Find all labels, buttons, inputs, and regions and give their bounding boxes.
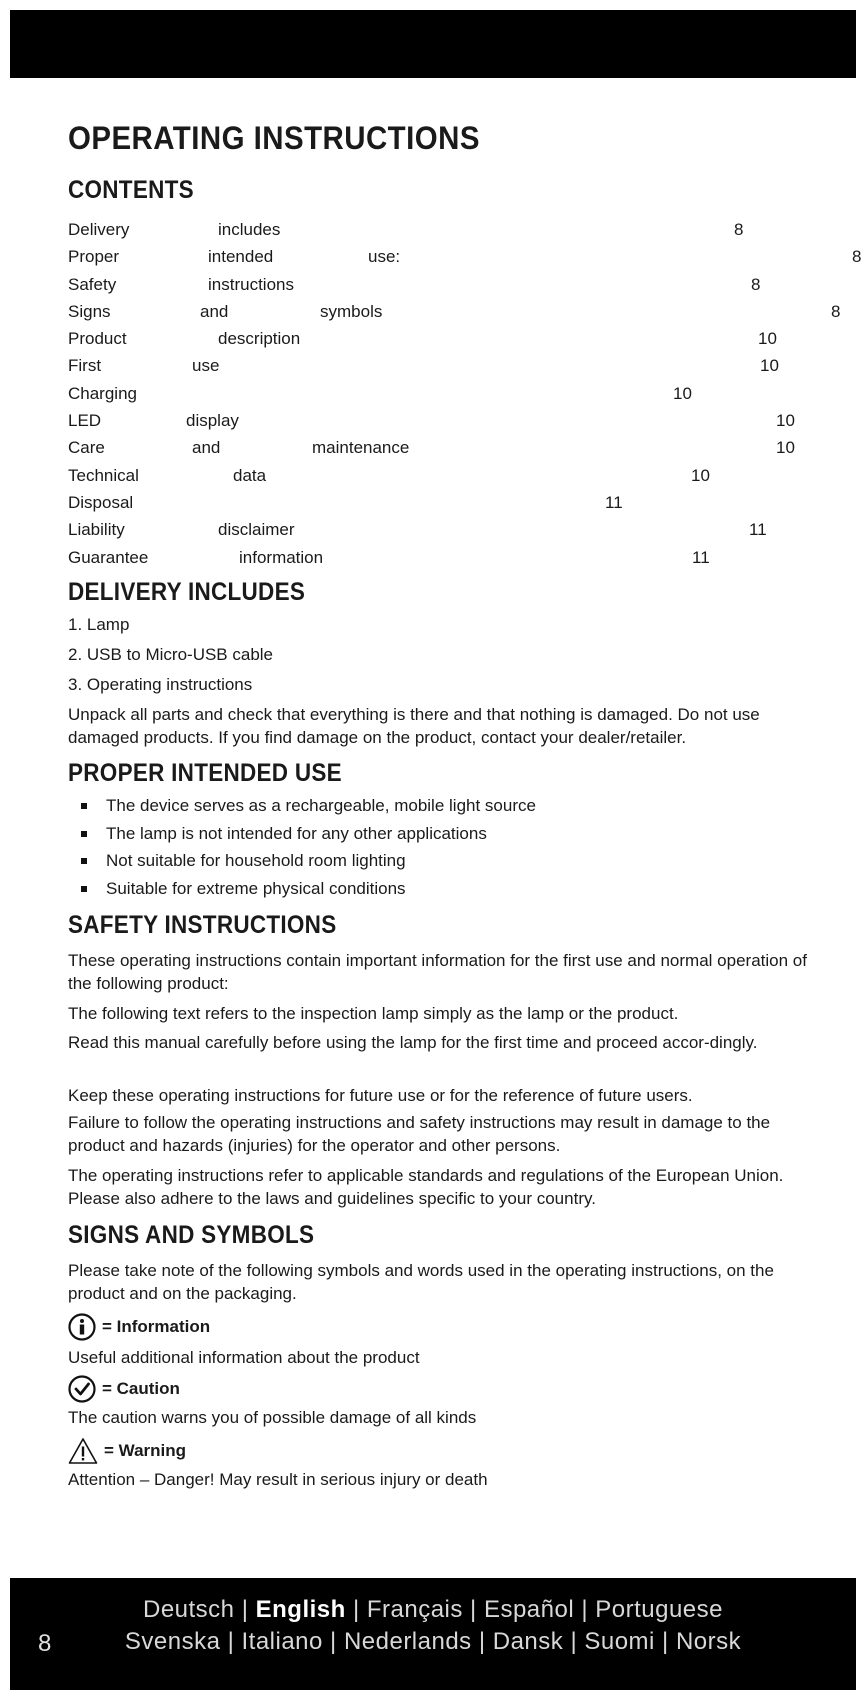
toc-cell: Delivery <box>68 220 130 239</box>
info-text: Useful additional information about the product <box>68 1348 420 1367</box>
toc-row <box>68 352 858 379</box>
toc-cell: includes <box>218 220 281 239</box>
toc-cell: instructions <box>208 274 294 294</box>
header-bar <box>10 10 856 78</box>
toc-cell: Liability <box>68 520 125 540</box>
toc-row <box>68 407 858 434</box>
toc-cell: information <box>239 547 324 567</box>
toc-cell: Safety <box>68 274 117 294</box>
list-item: Suitable for extreme physical conditions <box>68 875 536 903</box>
footer-bar <box>10 1578 856 1690</box>
language-active[interactable]: English <box>255 1596 346 1623</box>
warning-icon <box>68 1437 98 1465</box>
warning-symbol-row <box>68 1437 186 1465</box>
list-item: The lamp is not intended for any other applications <box>68 820 536 848</box>
toc-cell: 8 <box>831 301 841 321</box>
toc-cell: 8 <box>734 220 744 239</box>
toc-cell: Disposal <box>68 492 134 512</box>
toc-cell: First <box>68 356 102 376</box>
toc-cell: 10 <box>760 356 779 376</box>
toc-cell: and <box>192 438 221 458</box>
list-item: 3. Operating instructions <box>68 675 253 694</box>
toc-row <box>68 544 858 571</box>
info-icon <box>68 1313 96 1341</box>
toc-cell: 11 <box>749 520 767 540</box>
toc-row <box>68 325 858 352</box>
toc-cell: data <box>233 465 267 485</box>
page-number: 8 <box>38 1630 52 1657</box>
toc-cell: LED <box>68 411 102 431</box>
caution-label: = Caution <box>102 1379 180 1398</box>
toc-row <box>68 462 858 489</box>
safety-heading: SAFETY INSTRUCTIONS <box>68 911 337 939</box>
toc-cell: maintenance <box>312 438 410 458</box>
page-title: OPERATING INSTRUCTIONS <box>68 120 480 156</box>
delivery-text: Unpack all parts and check that everything is there and that nothing is damaged. Do not use damaged products. If you find damage on the product, contact your dealer/retailer. <box>68 705 760 747</box>
toc-cell: 11 <box>692 547 710 567</box>
delivery-list <box>68 610 273 700</box>
safety-paragraph: The following text refers to the inspection lamp simply as the lamp or the product. <box>68 1004 679 1023</box>
language-line-2[interactable]: Svenska | Italiano | Nederlands | Dansk | Suomi | Norsk <box>124 1628 742 1655</box>
toc-cell: 10 <box>776 438 795 458</box>
toc-cell: display <box>186 411 239 431</box>
toc-row <box>68 380 858 407</box>
toc-row <box>68 298 858 325</box>
toc-cell: description <box>218 329 301 349</box>
toc-cell: 10 <box>691 465 710 485</box>
toc-cell: Product <box>68 329 127 349</box>
language-line-1 <box>10 1596 856 1624</box>
list-item: The device serves as a rechargeable, mobile light source <box>68 792 536 820</box>
toc-cell: Guarantee <box>68 547 149 567</box>
contents-heading: CONTENTS <box>68 176 194 204</box>
toc-cell: 10 <box>673 383 692 403</box>
proper-use-heading: PROPER INTENDED USE <box>68 759 342 787</box>
toc-cell: Signs <box>68 301 111 321</box>
warning-label: = Warning <box>104 1441 187 1460</box>
toc-row <box>68 516 858 543</box>
toc-cell: Care <box>68 438 105 458</box>
toc-cell: use <box>192 356 220 376</box>
toc-cell: 11 <box>605 492 623 512</box>
toc-row <box>68 434 858 461</box>
toc-cell: Technical <box>68 465 139 485</box>
toc-cell: disclaimer <box>218 520 295 540</box>
caution-text: The caution warns you of possible damage of all kinds <box>68 1408 477 1427</box>
safety-paragraph: Keep these operating instructions for future use or for the reference of future users. <box>68 1086 693 1105</box>
toc-cell: symbols <box>320 301 383 321</box>
toc-row <box>68 271 858 298</box>
list-item: 1. Lamp <box>68 615 130 634</box>
info-label: = Information <box>102 1317 211 1336</box>
language-list[interactable]: | Français | Español | Portuguese <box>345 1596 724 1623</box>
toc-cell: and <box>200 301 229 321</box>
signs-intro: Please take note of the following symbols and words used in the operating instructions, on the product and on the packaging. <box>68 1261 774 1303</box>
proper-use-list <box>68 792 536 902</box>
toc-row <box>68 243 862 270</box>
toc-cell: 8 <box>852 247 862 267</box>
toc-cell: 8 <box>751 274 761 294</box>
warning-text: Attention – Danger! May result in serious injury or death <box>68 1470 488 1489</box>
toc-cell: use: <box>368 247 401 267</box>
toc-cell: 10 <box>758 329 777 349</box>
toc-cell: intended <box>208 247 274 267</box>
toc-row <box>68 489 858 516</box>
safety-paragraph: These operating instructions contain important information for the first use and normal operation of the following product: <box>68 951 807 993</box>
checkmark-icon <box>68 1375 96 1403</box>
toc-cell: Proper <box>68 247 120 267</box>
caution-symbol-row <box>68 1375 180 1403</box>
safety-paragraph: The operating instructions refer to applicable standards and regulations of the European Union. Please also adhere to the laws and guidelines specific to your country. <box>68 1166 784 1208</box>
list-item: Not suitable for household room lighting <box>68 847 536 875</box>
safety-paragraph: Read this manual carefully before using the lamp for the first time and proceed accor-dingly. <box>68 1033 758 1052</box>
toc-cell: 10 <box>776 411 795 431</box>
safety-paragraph: Failure to follow the operating instructions and safety instructions may result in damage to the product and hazards (injuries) for the operator and other persons. <box>68 1113 771 1155</box>
signs-heading: SIGNS AND SYMBOLS <box>68 1221 315 1249</box>
toc-row <box>68 216 858 243</box>
toc-cell: Charging <box>68 383 137 403</box>
info-symbol-row <box>68 1313 210 1341</box>
list-item: 2. USB to Micro-USB cable <box>68 645 274 664</box>
language-list[interactable]: Deutsch | <box>142 1596 256 1623</box>
delivery-heading: DELIVERY INCLUDES <box>68 578 306 606</box>
table-of-contents <box>68 216 862 571</box>
